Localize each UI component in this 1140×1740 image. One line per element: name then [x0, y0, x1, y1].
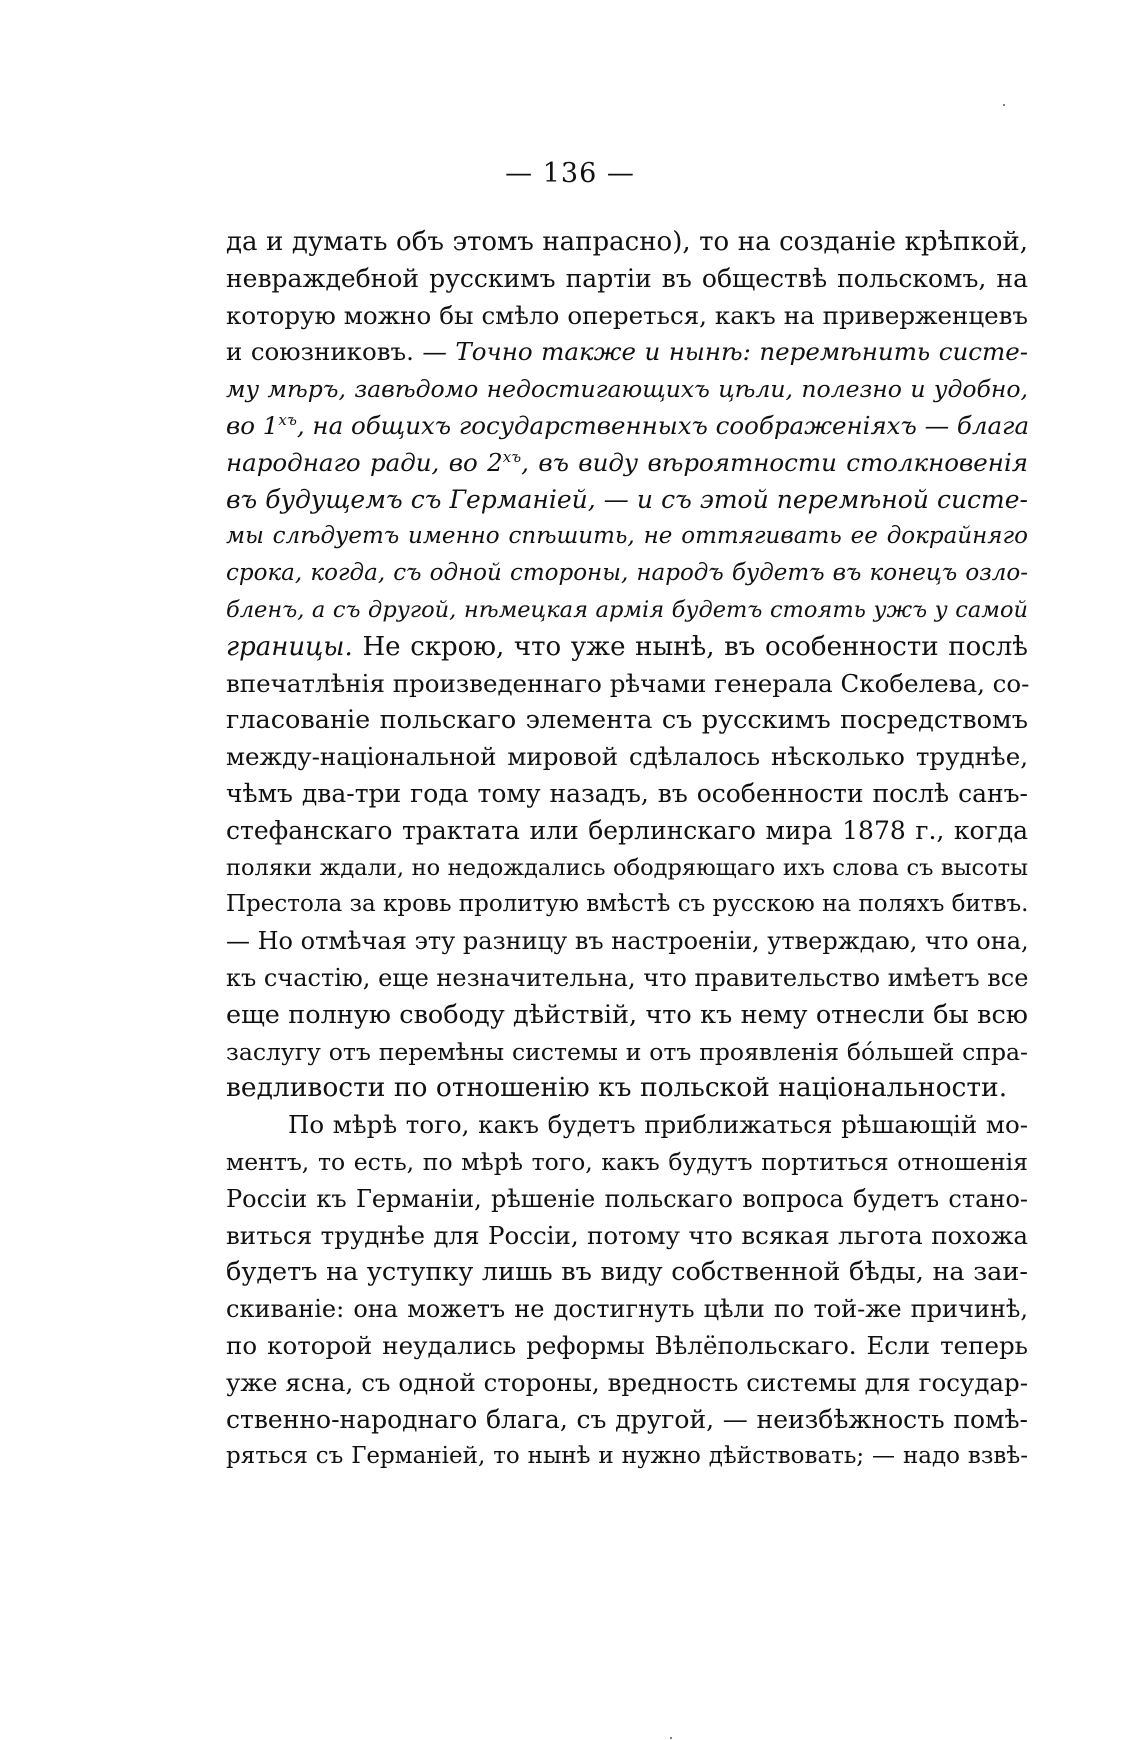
italic-text: въ будущемъ съ Германіей, — и съ этой перемѣной систе- [226, 484, 1028, 514]
page-number: — 136 — [505, 158, 635, 189]
text-line [226, 629, 1028, 666]
text-segment: еще полную свободу дѣйствій, что къ нему отнесли бы всю [226, 999, 1028, 1030]
text-line [226, 960, 1028, 997]
italic-text: народнаго ради, во 2 [226, 447, 503, 477]
text-segment: ментъ, то есть, по мѣрѣ того, какъ будутъ портиться отношенія [226, 1147, 1028, 1176]
text-line [226, 261, 1028, 298]
text-segment: ственно-народнаго блага, съ другой, — неизбѣжность помѣ- [226, 1404, 1028, 1434]
text-line [226, 408, 1028, 445]
text-line [226, 518, 1028, 555]
text-line [226, 813, 1028, 850]
superscript: хъ [502, 447, 522, 466]
text-segment: ряться съ Германіей, то нынѣ и нужно дѣйствовать; — надо взвѣ- [226, 1443, 1028, 1470]
text-line [226, 1254, 1028, 1291]
text-segment: ведливости по отношенію къ польской національности. [226, 1072, 1008, 1104]
text-line [226, 1365, 1028, 1402]
text-segment: будетъ на уступку лишь въ виду собственной бѣды, на заи- [226, 1257, 1028, 1288]
text-line [226, 1144, 1028, 1181]
text-line [226, 1107, 1028, 1144]
text-segment: которую можно бы смѣло опереться, какъ на приверженцевъ [226, 300, 1028, 330]
text-segment: да и думать объ этомъ напрасно), то на созданіе крѣпкой, [226, 227, 1028, 257]
text-line [226, 739, 1028, 776]
text-line [226, 1218, 1028, 1255]
text-segment: по которой неудались реформы Вѣлёпольскаго. Если теперь [226, 1330, 1028, 1360]
text-segment: стефанскаго трактата или берлинскаго мира 1878 г., когда [226, 815, 1028, 845]
italic-text: Точно также и нынѣ: перемѣнить систе- [455, 337, 1029, 367]
print-speck [670, 1737, 672, 1739]
text-line [226, 997, 1028, 1034]
text-line [226, 1328, 1028, 1365]
italic-text: границы. [226, 631, 353, 662]
text-segment: и союзниковъ. — [226, 337, 456, 367]
text-segment: Россіи къ Германіи, рѣшеніе польскаго вопроса будетъ стано- [226, 1184, 1028, 1213]
text-segment: Престола за кровь пролитую вмѣстѣ съ русскою на поляхъ битвъ. [226, 891, 1029, 918]
text-line [226, 592, 1028, 629]
text-line [226, 1291, 1028, 1328]
italic-text: во 1 [226, 410, 279, 440]
text-segment: къ счастію, еще незначительна, что правительство имѣетъ все [226, 963, 1029, 992]
text-segment: между-національной мировой сдѣлалось нѣсколько труднѣе, [226, 742, 1028, 772]
italic-text: бленъ, а съ другой, нѣмецкая армія будетъ стоять ужъ у самой [226, 596, 1028, 623]
text-segment: невраждебной русскимъ партіи въ обществѣ польскомъ, на [226, 263, 1028, 293]
text-line [226, 666, 1028, 703]
text-line [226, 886, 1028, 923]
text-line [226, 482, 1028, 519]
text-line [226, 1070, 1028, 1107]
text-line [226, 1181, 1028, 1218]
text-segment: Не скрою, что уже нынѣ, въ особенности послѣ [352, 631, 1028, 662]
text-line [226, 702, 1028, 739]
text-line [226, 1438, 1028, 1475]
italic-text: мы слѣдуетъ именно спѣшить, не оттягивать ее докрайняго [226, 523, 1028, 550]
superscript: хъ [278, 410, 297, 429]
text-segment: впечатлѣнія произведеннаго рѣчами генерала Скобелева, со- [226, 668, 1030, 698]
text-line [226, 776, 1028, 813]
text-line [226, 298, 1028, 335]
text-line [226, 850, 1028, 887]
text-line [226, 923, 1028, 960]
italic-text: , въ виду вѣроятности столкновенія [521, 447, 1028, 477]
text-line [226, 371, 1028, 408]
text-line [226, 1034, 1028, 1071]
text-line [226, 224, 1028, 261]
text-segment: заслугу отъ перемѣны системы и отъ проявленія бо́льшей спра- [226, 1037, 1028, 1066]
text-segment: гласованіе польскаго элемента съ русскимъ посредствомъ [226, 705, 1028, 736]
text-segment: чѣмъ два-три года тому назадъ, въ особенности послѣ санъ- [226, 778, 1028, 808]
text-segment: — Но отмѣчая эту разницу въ настроеніи, утверждаю, что она, [226, 927, 1029, 956]
text-segment: По мѣрѣ того, какъ будетъ приближаться рѣшающій мо- [288, 1110, 1028, 1140]
text-segment: виться труднѣе для Россіи, потому что всякая льгота похожа [226, 1220, 1028, 1250]
body-text [226, 224, 1028, 1475]
print-speck [1003, 104, 1005, 106]
italic-text: му мѣръ, завѣдомо недостигающихъ цѣли, полезно и удобно, [226, 375, 1028, 404]
italic-text: , на общихъ государственныхъ соображеніяхъ — блага [296, 410, 1030, 440]
text-line [226, 445, 1028, 482]
text-line [226, 555, 1028, 592]
text-segment: поляки ждали, но недождались ободряющаго ихъ слова съ высоты [226, 854, 1028, 881]
text-line [226, 1402, 1028, 1439]
text-line [226, 334, 1028, 371]
text-segment: скиваніе: она можетъ не достигнуть цѣли по той-же причинѣ, [226, 1295, 1028, 1324]
text-segment: уже ясна, съ одной стороны, вредность системы для государ- [226, 1367, 1028, 1397]
italic-text: срока, когда, съ одной стороны, народъ будетъ въ конецъ озло- [226, 560, 1028, 587]
